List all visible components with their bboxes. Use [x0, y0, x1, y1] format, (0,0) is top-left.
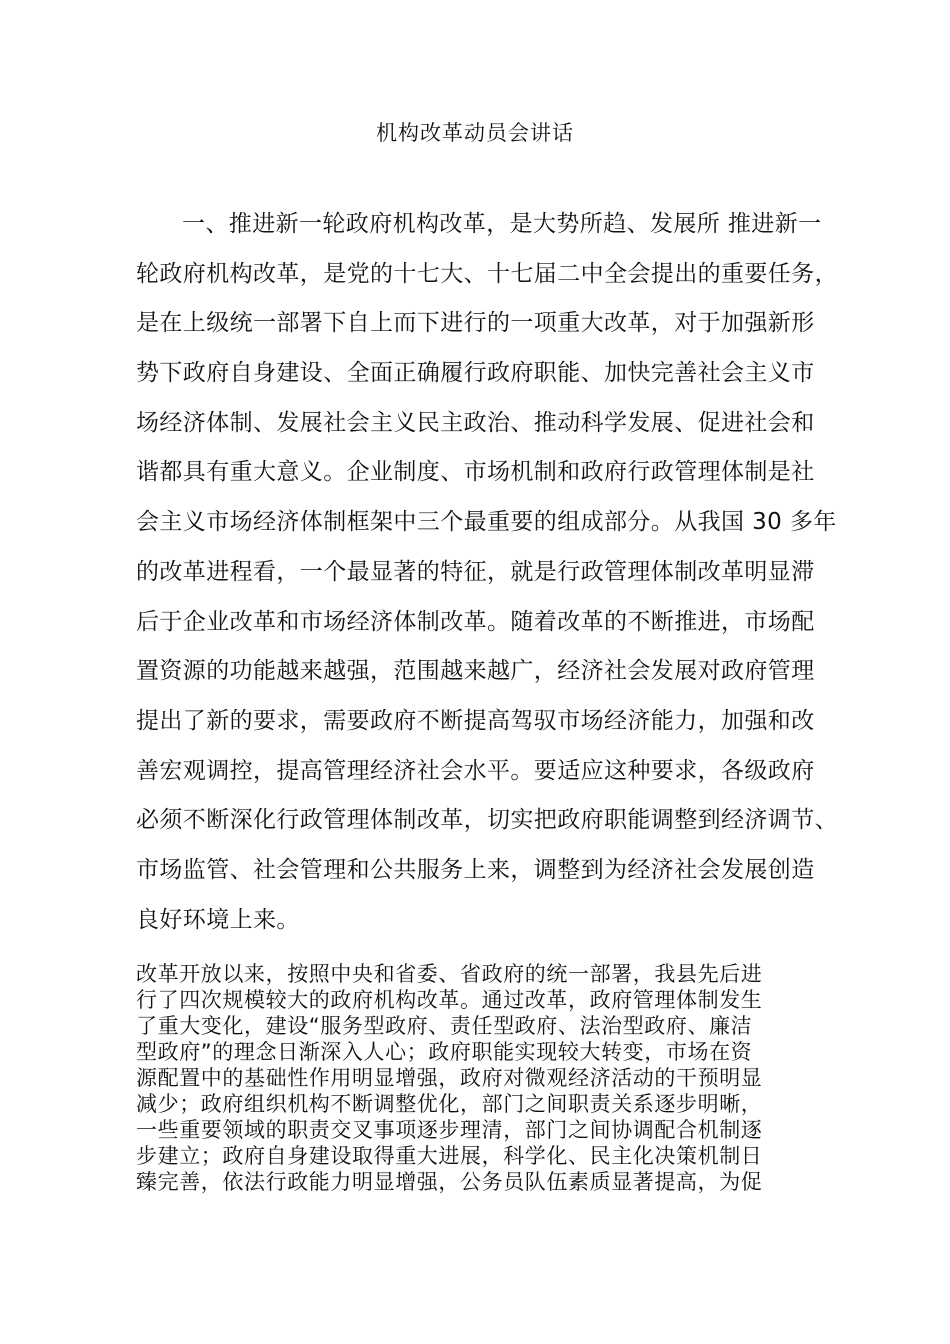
paragraph-1-line: 后于企业改革和市场经济体制改革。随着改革的不断推进，市场配 — [136, 608, 815, 635]
paragraph-1-line: 的改革进程看，一个最显著的特征，就是行政管理体制改革明显滞 — [136, 558, 815, 585]
paragraph-2-line: 一些重要领域的职责交叉事项逐步理清，部门之间协调配合机制逐 — [136, 1118, 763, 1142]
paragraph-1-line: 提出了新的要求，需要政府不断提高驾驭市场经济能力，加强和改 — [136, 707, 815, 734]
paragraph-2-line: 臻完善，依法行政能力明显增强，公务员队伍素质显著提高，为促 — [136, 1170, 763, 1194]
paragraph-1-line: 必须不断深化行政管理体制改革，切实把政府职能调整到经济调节、 — [136, 807, 838, 834]
paragraph-1 — [136, 200, 838, 945]
paragraph-2-line: 行了四次规模较大的政府机构改革。通过改革，政府管理体制发生 — [136, 988, 763, 1012]
paragraph-2-line: 步建立；政府自身建设取得重大进展，科学化、民主化决策机制日 — [136, 1144, 763, 1168]
paragraph-1-line: 市场监管、社会管理和公共服务上来，调整到为经济社会发展创造 — [136, 856, 815, 883]
paragraph-1-line: 良好环境上来。 — [136, 906, 300, 933]
paragraph-1-line: 会主义市场经济体制框架中三个最重要的组成部分。从我国 30 多年 — [136, 509, 837, 536]
paragraph-2-line: 源配置中的基础性作用明显增强，政府对微观经济活动的干预明显 — [136, 1066, 763, 1090]
paragraph-1-line: 是在上级统一部署下自上而下进行的一项重大改革，对于加强新形 — [136, 310, 815, 337]
paragraph-1-line: 善宏观调控，提高管理经济社会水平。要适应这种要求，各级政府 — [136, 757, 815, 784]
paragraph-1-line: 场经济体制、发展社会主义民主政治、推动科学发展、促进社会和 — [136, 409, 815, 436]
paragraph-1-line: 轮政府机构改革，是党的十七大、十七届二中全会提出的重要任务， — [136, 260, 838, 287]
document-title: 机构改革动员会讲话 — [376, 121, 574, 145]
paragraph-1-line: 一、推进新一轮政府机构改革，是大势所趋、发展所 推进新一 — [182, 211, 822, 237]
paragraph-1-line: 谐都具有重大意义。企业制度、市场机制和政府行政管理体制是社 — [136, 459, 815, 486]
paragraph-2-line: 改革开放以来，按照中央和省委、省政府的统一部署，我县先后进 — [136, 962, 763, 986]
paragraph-2-line: 减少；政府组织机构不断调整优化，部门之间职责关系逐步明晰， — [136, 1092, 763, 1116]
paragraph-1-line: 置资源的功能越来越强，范围越来越广，经济社会发展对政府管理 — [136, 658, 815, 685]
paragraph-2 — [136, 961, 816, 1195]
paragraph-2-line: 型政府”的理念日渐深入人心；政府职能实现较大转变，市场在资 — [136, 1040, 753, 1064]
paragraph-2-line: 了重大变化，建设“服务型政府、责任型政府、法治型政府、廉洁 — [136, 1014, 753, 1038]
paragraph-1-line: 势下政府自身建设、全面正确履行政府职能、加快完善社会主义市 — [136, 360, 815, 387]
